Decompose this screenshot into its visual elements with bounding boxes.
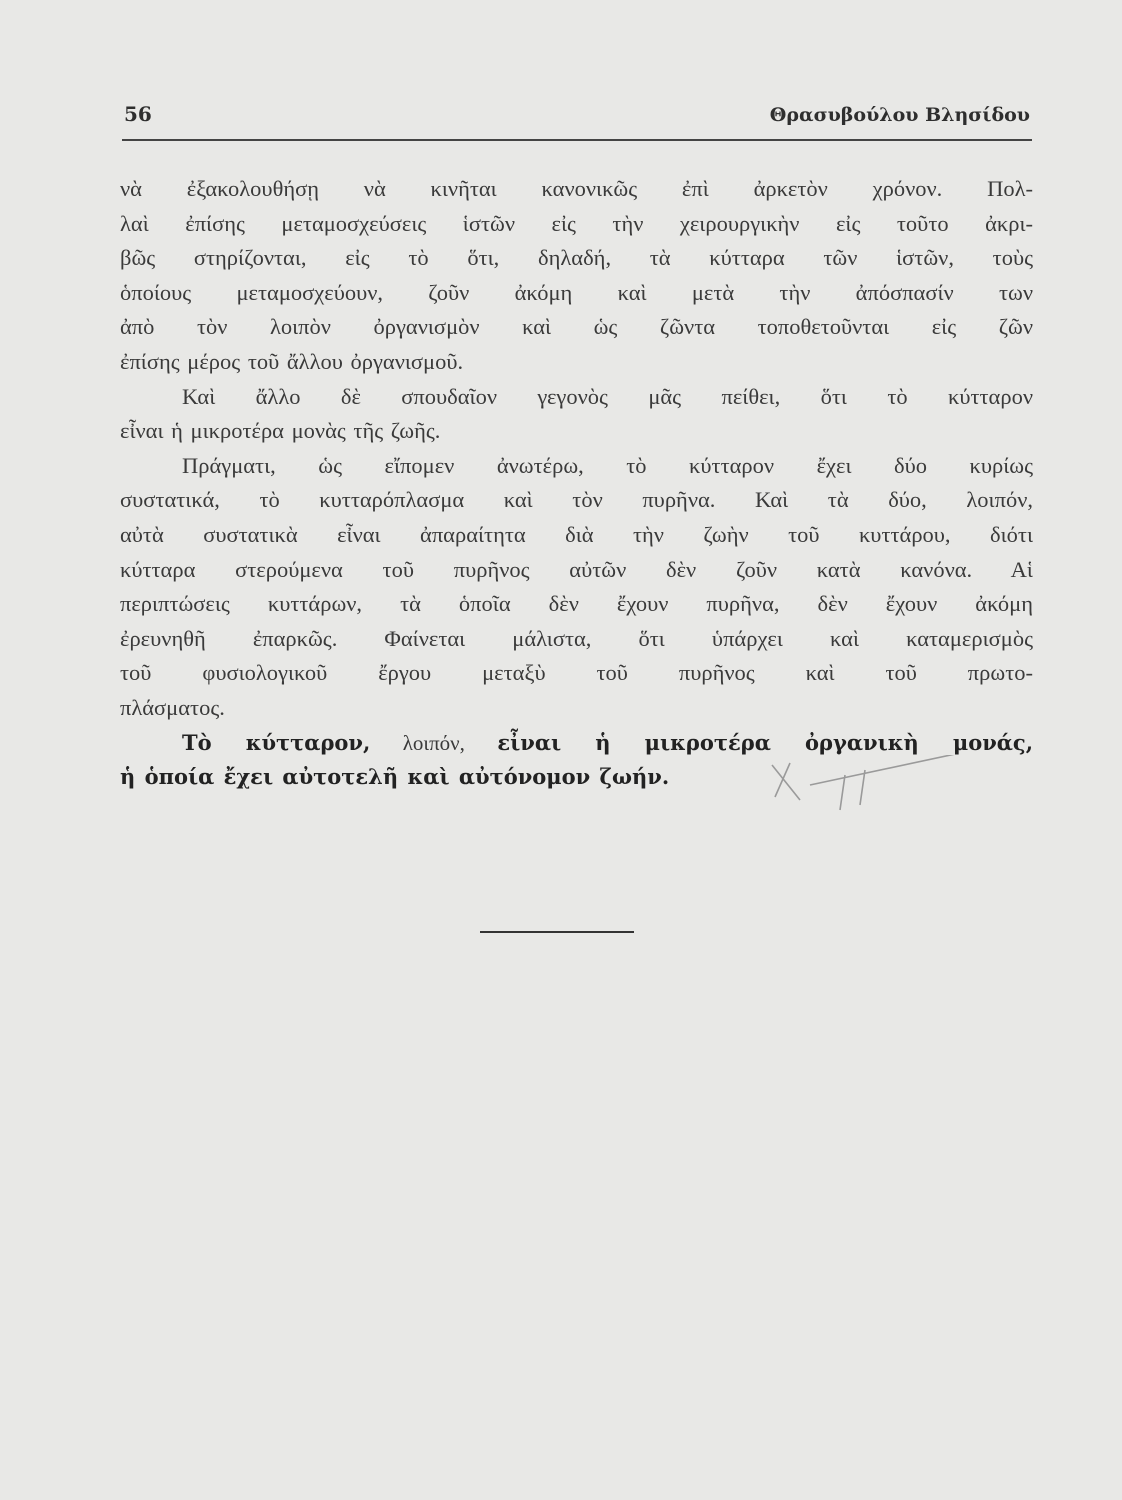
paragraph-3 xyxy=(120,449,1033,726)
text-line: πλάσματος. xyxy=(120,694,225,720)
regular-text: λοιπόν, xyxy=(402,730,465,755)
running-title: Θρασυβούλου Βλησίδου xyxy=(769,104,1030,126)
text-line: ἐρευνηθῆ ἐπαρκῶς. Φαίνεται μάλιστα, ὅτι ὑπάρχει καὶ καταμερισμὸς xyxy=(120,625,1033,651)
text-line: Πράγματι, ὡς εἴπομεν ἀνωτέρω, τὸ κύτταρον ἔχει δύο κυρίως xyxy=(182,452,1033,478)
text-line: Καὶ ἄλλο δὲ σπουδαῖον γεγονὸς μᾶς πείθει, ὅτι τὸ κύτταρον xyxy=(182,383,1033,409)
handwritten-pencil-mark xyxy=(770,755,970,815)
bold-text: ἡ ὁποία ἔχει αὐτοτελῆ καὶ αὐτόνομον ζωήν. xyxy=(120,764,670,790)
text-line: ἀπὸ τὸν λοιπὸν ὀργανισμὸν καὶ ὡς ζῶντα τοποθετοῦνται εἰς ζῶν xyxy=(120,314,1033,340)
paragraph-2 xyxy=(120,380,1033,449)
text-line: τοῦ φυσιολογικοῦ ἔργου μεταξὺ τοῦ πυρῆνος καὶ τοῦ πρωτο- xyxy=(120,660,1033,686)
text-line: εἶναι ἡ μικροτέρα μονὰς τῆς ζωῆς. xyxy=(120,418,441,444)
page-number: 56 xyxy=(124,102,152,126)
running-header xyxy=(124,102,1030,132)
text-line: νὰ ἐξακολουθήσῃ νὰ κινῆται κανονικῶς ἐπὶ ἀρκετὸν χρόνον. Πολ- xyxy=(120,176,1033,201)
header-rule xyxy=(122,139,1032,141)
text-line: αὐτὰ συστατικὰ εἶναι ἀπαραίτητα διὰ τὴν ζωὴν τοῦ κυττάρου, διότι xyxy=(120,521,1033,547)
text-line: ὁποίους μεταμοσχεύουν, ζοῦν ἀκόμη καὶ μετὰ τὴν ἀπόσπασίν των xyxy=(120,279,1033,305)
paragraph-1 xyxy=(120,172,1033,380)
text-line: κύτταρα στερούμενα τοῦ πυρῆνος αὐτῶν δὲν ζοῦν κατὰ κανόνα. Αἱ xyxy=(120,556,1033,582)
text-line: συστατικά, τὸ κυτταρόπλασμα καὶ τὸν πυρῆνα. Καὶ τὰ δύο, λοιπόν, xyxy=(120,487,1033,513)
bold-text: εἶναι ἡ μικροτέρα ὀργανικὴ μονάς, xyxy=(497,729,1034,755)
end-rule xyxy=(480,931,634,933)
page-body xyxy=(120,172,1033,795)
text-line: ἐπίσης μέρος τοῦ ἄλλου ὀργανισμοῦ. xyxy=(120,348,464,374)
text-line: βῶς στηρίζονται, εἰς τὸ ὅτι, δηλαδή, τὰ κύτταρα τῶν ἱστῶν, τοὺς xyxy=(120,245,1033,271)
text-line: περιπτώσεις κυττάρων, τὰ ὁποῖα δὲν ἔχουν πυρῆνα, δὲν ἔχουν ἀκόμη xyxy=(120,591,1033,617)
text-line: λαὶ ἐπίσης μεταμοσχεύσεις ἱστῶν εἰς τὴν χειρουργικὴν εἰς τοῦτο ἀκρι- xyxy=(120,210,1033,236)
bold-text: Τὸ κύτταρον, xyxy=(182,729,371,755)
